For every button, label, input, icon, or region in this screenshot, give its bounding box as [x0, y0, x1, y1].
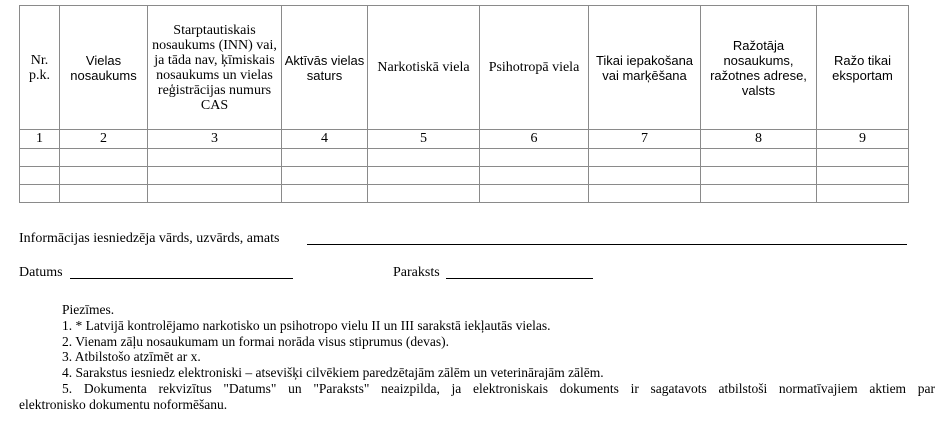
notes-section: [19, 302, 935, 413]
empty-cell[interactable]: [589, 149, 701, 167]
register-table: [19, 5, 909, 203]
empty-cell[interactable]: [148, 167, 282, 185]
empty-cell[interactable]: [60, 167, 148, 185]
empty-cell[interactable]: [817, 185, 909, 203]
header-inn: Starptautiskais nosaukums (INN) vai, ja tāda nav, ķīmiskais nosaukums un vielas reģistrācijas numurs CAS: [148, 6, 282, 130]
empty-cell[interactable]: [817, 149, 909, 167]
empty-cell[interactable]: [368, 149, 480, 167]
empty-cell[interactable]: [20, 185, 60, 203]
empty-cell[interactable]: [480, 149, 589, 167]
note-item: 4. Sarakstus iesniedz elektroniski – atsevišķi cilvēkiem paredzētajām zālēm un veterinārajām zālēm.: [62, 365, 604, 381]
header-manufacturer: Ražotāja nosaukums, ražotnes adrese, valsts: [701, 6, 817, 130]
note-item: 1. * Latvijā kontrolējamo narkotisko un psihotropo vielu II un III sarakstā iekļautās vielas.: [62, 317, 551, 333]
column-number: 6: [480, 130, 589, 149]
column-number: 5: [368, 130, 480, 149]
empty-cell[interactable]: [368, 167, 480, 185]
note-item: 2. Vienam zāļu nosaukumam un formai norāda visus stiprumus (devas).: [62, 333, 449, 349]
notes-title: Piezīmes.: [62, 302, 115, 317]
empty-cell[interactable]: [282, 185, 368, 203]
empty-cell[interactable]: [480, 167, 589, 185]
empty-cell[interactable]: [282, 167, 368, 185]
empty-cell[interactable]: [589, 185, 701, 203]
informant-input-line[interactable]: [307, 244, 907, 245]
empty-cell[interactable]: [701, 167, 817, 185]
date-input-line[interactable]: [70, 278, 293, 279]
empty-cell[interactable]: [701, 149, 817, 167]
header-export-only: Ražo tikai eksportam: [817, 6, 909, 130]
column-number-row: [20, 130, 909, 149]
column-number: 7: [589, 130, 701, 149]
table-row: [20, 167, 909, 185]
column-number: 1: [20, 130, 60, 149]
note-item: 5. Dokumenta rekvizītus "Datums" un "Paraksts" neaizpilda, ja elektroniskais dokuments ir sagatavots atbilstoši normatīvajiem aktiem par: [62, 380, 935, 396]
empty-cell[interactable]: [60, 185, 148, 203]
empty-cell[interactable]: [148, 185, 282, 203]
empty-cell[interactable]: [368, 185, 480, 203]
column-number: 8: [701, 130, 817, 149]
empty-cell[interactable]: [817, 167, 909, 185]
column-number: 4: [282, 130, 368, 149]
empty-cell[interactable]: [20, 167, 60, 185]
header-psychotropic: Psihotropā viela: [480, 6, 589, 130]
empty-cell[interactable]: [282, 149, 368, 167]
table-row: [20, 149, 909, 167]
column-number: 2: [60, 130, 148, 149]
date-label: Datums: [19, 265, 63, 280]
header-substance-name: Vielas nosaukums: [60, 6, 148, 130]
empty-cell[interactable]: [701, 185, 817, 203]
table-header-row: [20, 6, 909, 130]
column-number: 3: [148, 130, 282, 149]
header-packaging-only: Tikai iepakošana vai marķēšana: [589, 6, 701, 130]
header-narcotic: Narkotiskā viela: [368, 6, 480, 130]
column-number: 9: [817, 130, 909, 149]
empty-cell[interactable]: [148, 149, 282, 167]
empty-cell[interactable]: [480, 185, 589, 203]
header-nr: Nr. p.k.: [20, 6, 60, 130]
empty-cell[interactable]: [20, 149, 60, 167]
empty-cell[interactable]: [60, 149, 148, 167]
note-item-continuation: elektronisko dokumentu noformēšanu.: [19, 396, 228, 412]
signature-input-line[interactable]: [446, 278, 593, 279]
header-active-content: Aktīvās vielas saturs: [282, 6, 368, 130]
note-item: 3. Atbilstošo atzīmēt ar x.: [62, 349, 201, 365]
table-row: [20, 185, 909, 203]
signature-label: Paraksts: [393, 265, 440, 280]
informant-label: Informācijas iesniedzēja vārds, uzvārds, amats: [19, 231, 280, 246]
empty-cell[interactable]: [589, 167, 701, 185]
